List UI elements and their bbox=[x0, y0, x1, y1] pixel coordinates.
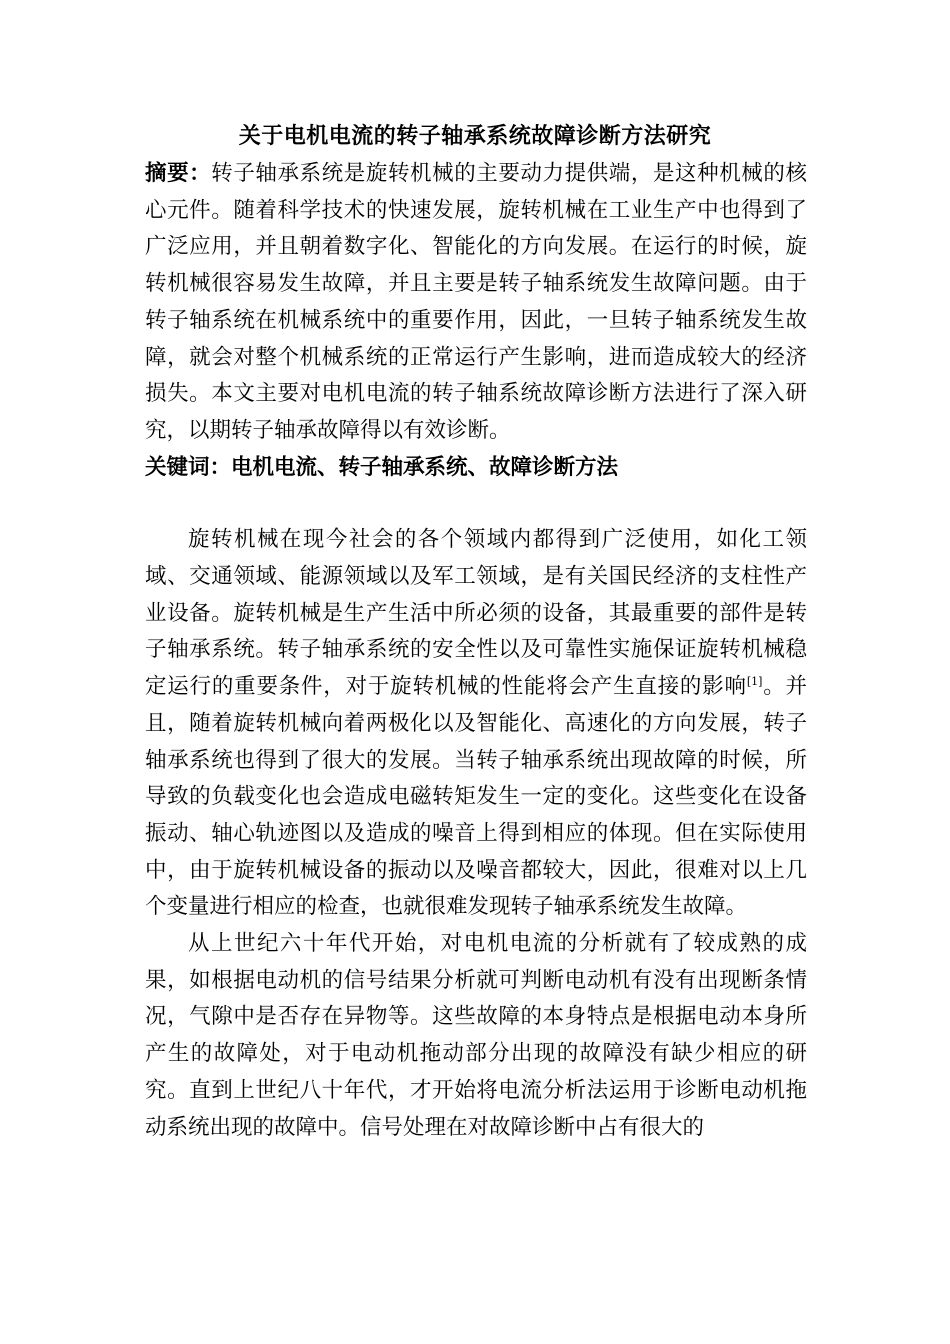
paragraph-1-text-a: 旋转机械在现今社会的各个领域内都得到广泛使用，如化工领域、交通领域、能源领域以及军工领域，是有关国民经济的支柱性产业设备。旋转机械是生产生活中所必须的设备，其最重要的部件是转子轴承系统。转子轴承系统的安全性以及可靠性实施保证旋转机械稳定运行的重要条件，对于旋转机械的性能将会产生直接的影响 bbox=[145, 527, 807, 700]
document-body bbox=[145, 156, 807, 1146]
citation-reference: [1] bbox=[746, 674, 763, 688]
keywords-text: 电机电流、转子轴承系统、故障诊断方法 bbox=[231, 454, 619, 480]
abstract-paragraph bbox=[145, 156, 807, 450]
paragraph-1-text-b: 。并且，随着旋转机械向着两极化以及智能化、高速化的方向发展，转子轴承系统也得到了很大的发展。当转子轴承系统出现故障的时候，所导致的负载变化也会造成电磁转矩发生一定的变化。这些变化在设备振动、轴心轨迹图以及造成的噪音上得到相应的体现。但在实际使用中，由于旋转机械设备的振动以及噪音都较大，因此，很难对以上几个变量进行相应的检查，也就很难发现转子轴承系统发生故障。 bbox=[145, 674, 807, 920]
keywords-line bbox=[145, 450, 807, 487]
body-paragraph-2: 从上世纪六十年代开始，对电机电流的分析就有了较成熟的成果，如根据电动机的信号结果分析就可判断电动机有没有出现断条情况，气隙中是否存在异物等。这些故障的本身特点是根据电动本身所产生的故障处，对于电动机拖动部分出现的故障没有缺少相应的研究。直到上世纪八十年代，才开始将电流分析法运用于诊断电动机拖动系统出现的故障中。信号处理在对故障诊断中占有很大的 bbox=[145, 931, 807, 1140]
document-title: 关于电机电流的转子轴承系统故障诊断方法研究 bbox=[238, 123, 712, 149]
abstract-text: 转子轴承系统是旋转机械的主要动力提供端，是这种机械的核心元件。随着科学技术的快速发展，旋转机械在工业生产中也得到了广泛应用，并且朝着数字化、智能化的方向发展。在运行的时候，旋转机械很容易发生故障，并且主要是转子轴系统发生故障问题。由于转子轴系统在机械系统中的重要作用，因此，一旦转子轴系统发生故障，就会对整个机械系统的正常运行产生影响，进而造成较大的经济损失。本文主要对电机电流的转子轴系统故障诊断方法进行了深入研究，以期转子轴承故障得以有效诊断。 bbox=[145, 161, 807, 443]
abstract-label: 摘要： bbox=[145, 161, 212, 186]
keywords-label: 关键词： bbox=[145, 454, 232, 480]
body-paragraph-1 bbox=[145, 522, 807, 926]
